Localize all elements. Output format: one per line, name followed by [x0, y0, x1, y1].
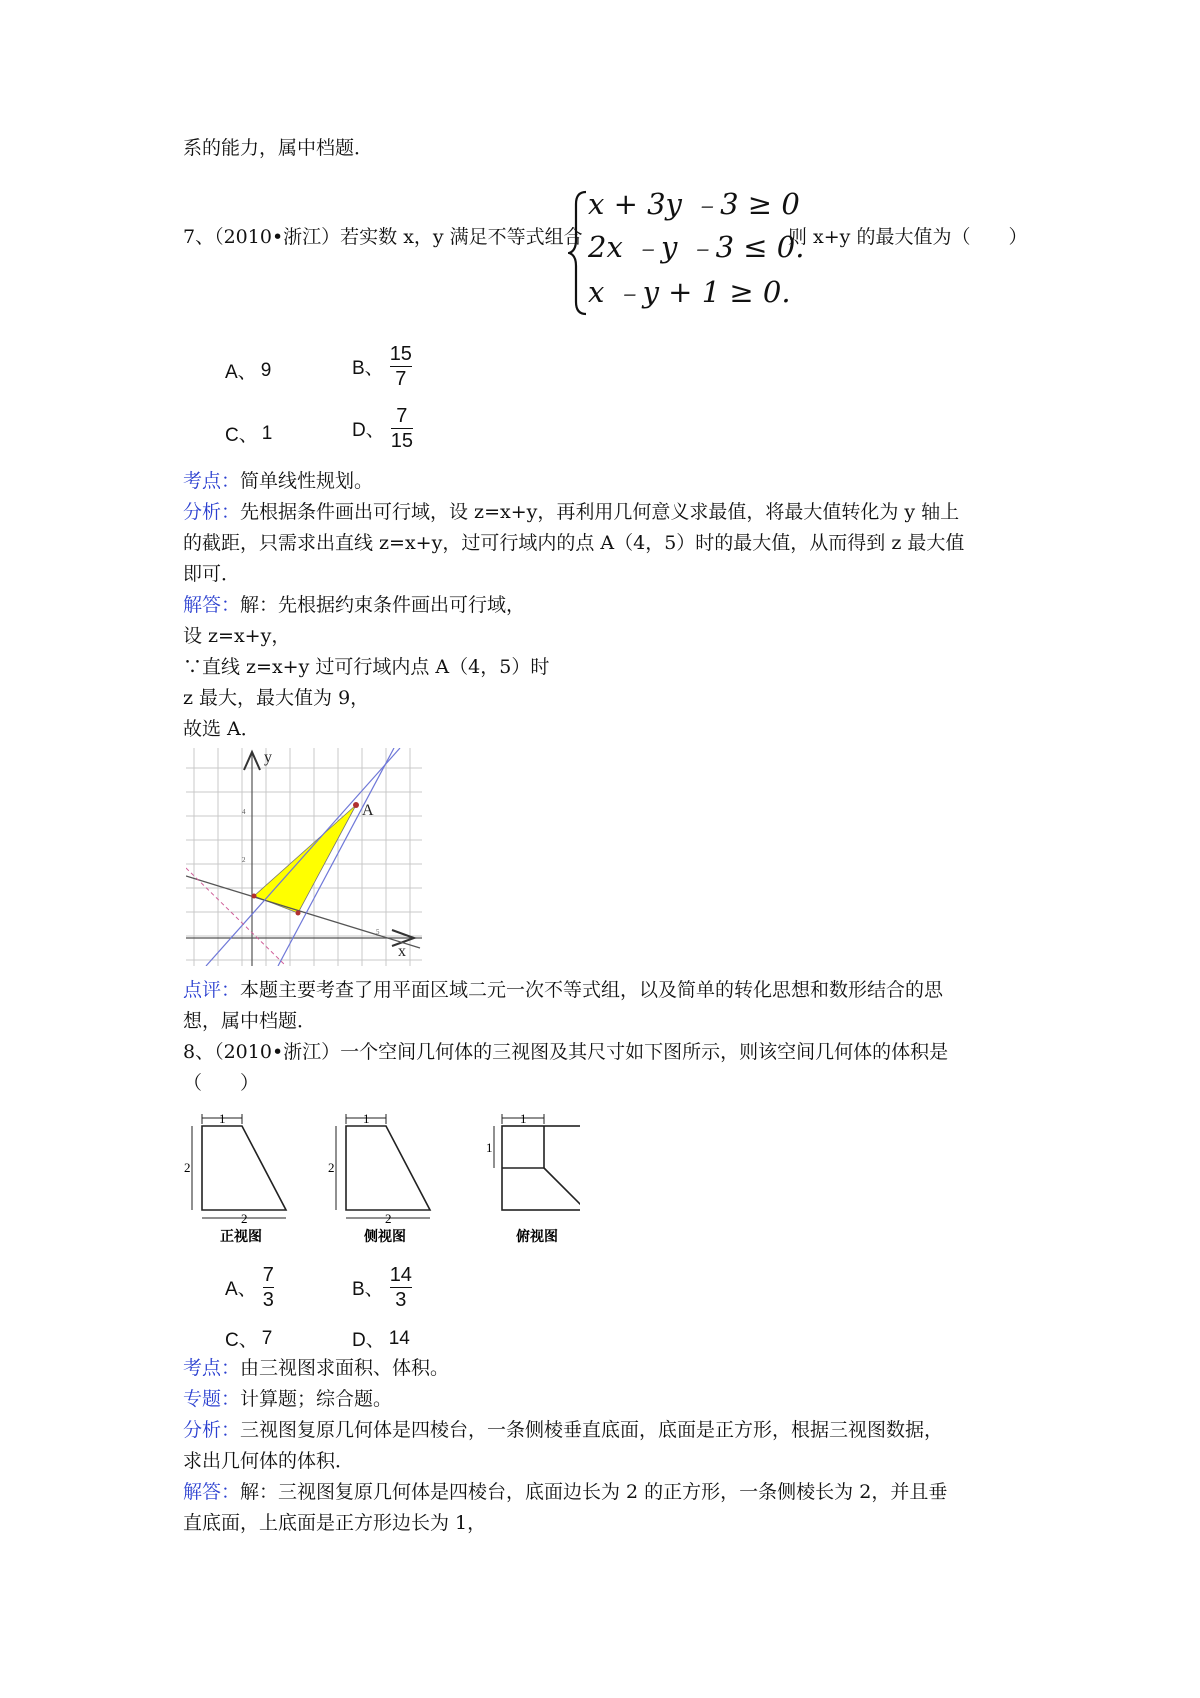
text-line: 设 z=x+y，	[183, 625, 291, 647]
q7-prefix: 7、（2010•浙江）若实数 x，y 满足不等式组合	[183, 226, 583, 248]
q8-kaodian: 考点：由三视图求面积、体积。	[183, 1357, 450, 1379]
text-line: 故选 A．	[183, 718, 260, 740]
q8-option-d[interactable]: D、 14	[352, 1327, 410, 1351]
q8-stem: 8、（2010•浙江）一个空间几何体的三视图及其尺寸如下图所示，则该空间几何体的体积是	[183, 1041, 949, 1063]
q7-fenxi: 分析：先根据条件画出可行域，设 z=x+y，再利用几何意义求最值，将最大值转化为 y 轴上	[183, 501, 960, 523]
dim-label: 1	[486, 1140, 493, 1155]
tick-label: 5	[376, 928, 380, 936]
dim-label: 2	[184, 1160, 191, 1175]
inequality-2: 2x ﹣y ﹣3 ≤ 0.	[588, 230, 805, 264]
q8-zhuanti: 专题：计算题；综合题。	[183, 1388, 393, 1410]
text-line: 想，属中档题．	[183, 1010, 317, 1032]
vertex	[296, 911, 301, 916]
fraction: $\frac{14}{3}$	[389, 1264, 412, 1311]
q7-option-b[interactable]: B、 $\frac{15}{7}$	[352, 343, 412, 390]
inequality-system	[568, 187, 805, 318]
q7-option-d[interactable]: D、 $\frac{7}{15}$	[352, 405, 413, 452]
inequality-3: x ﹣y + 1 ≥ 0.	[588, 275, 791, 309]
q7-suffix: 则 x+y 的最大值为（ ）	[788, 226, 1028, 248]
feasible-region-graph	[186, 748, 426, 966]
brace-icon	[568, 188, 588, 318]
top-view-caption: 俯视图	[516, 1230, 558, 1245]
q8-option-b[interactable]: B、 $\frac{14}{3}$	[352, 1264, 412, 1311]
q7-jieda: 解答：解：先根据约束条件画出可行域，	[183, 594, 526, 616]
fraction: $\frac{7}{15}$	[390, 405, 413, 452]
x-axis-label: x	[398, 943, 406, 960]
text-line: 求出几何体的体积．	[183, 1450, 355, 1472]
dim-label: 2	[385, 1211, 392, 1226]
q7-stem	[183, 222, 583, 252]
q8-option-a[interactable]: A、 $\frac{7}{3}$	[225, 1264, 274, 1311]
inequality-1: x + 3y ﹣3 ≥ 0	[588, 187, 800, 221]
point-a	[353, 802, 359, 808]
dim-label: 1	[520, 1111, 527, 1126]
text-line: 即可．	[183, 563, 241, 585]
q8-stem-cont: （ ）	[183, 1072, 260, 1094]
side-view-caption: 侧视图	[364, 1230, 406, 1245]
front-view-caption: 正视图	[220, 1230, 262, 1245]
top-view	[494, 1114, 580, 1210]
tick-label: 2	[242, 856, 246, 864]
q8-jieda: 解答：解：三视图复原几何体是四棱台，底面边长为 2 的正方形，一条侧棱长为 2，并且垂	[183, 1481, 948, 1503]
text-line: z 最大，最大值为 9，	[183, 687, 370, 709]
fraction: $\frac{15}{7}$	[389, 343, 412, 390]
text-line: 系的能力，属中档题．	[183, 137, 374, 159]
text-line: 直底面，上底面是正方形边长为 1，	[183, 1512, 487, 1534]
q8-option-c[interactable]: C、 7	[225, 1327, 273, 1351]
front-view	[192, 1114, 286, 1218]
dim-label: 2	[328, 1160, 335, 1175]
three-views-figure	[180, 1106, 580, 1248]
q7-option-c[interactable]: C、 1	[225, 422, 273, 446]
tick-label: 4	[242, 808, 246, 816]
y-axis-label: y	[264, 749, 272, 766]
dim-label: 1	[363, 1111, 370, 1126]
text-line: 的截距，只需求出直线 z=x+y，过可行域内的点 A（4，5）时的最大值，从而得到 z 最大值	[183, 532, 965, 554]
side-view	[336, 1114, 430, 1218]
q8-fenxi: 分析：三视图复原几何体是四棱台，一条侧棱垂直底面，底面是正方形，根据三视图数据，	[183, 1419, 944, 1441]
q7-dianping: 点评：本题主要考查了用平面区域二元一次不等式组，以及简单的转化思想和数形结合的思	[183, 979, 944, 1001]
point-a-label: A	[362, 802, 374, 819]
q7-kaodian: 考点：简单线性规划。	[183, 470, 374, 492]
vertex	[252, 894, 257, 899]
fraction: $\frac{7}{3}$	[262, 1264, 274, 1311]
dim-label: 1	[219, 1111, 226, 1126]
feasible-region	[254, 805, 356, 913]
q7-option-a[interactable]: A、 9	[225, 359, 272, 383]
text-line: ∵直线 z=x+y 过可行域内点 A（4，5）时	[183, 656, 550, 678]
dim-label: 2	[241, 1211, 248, 1226]
